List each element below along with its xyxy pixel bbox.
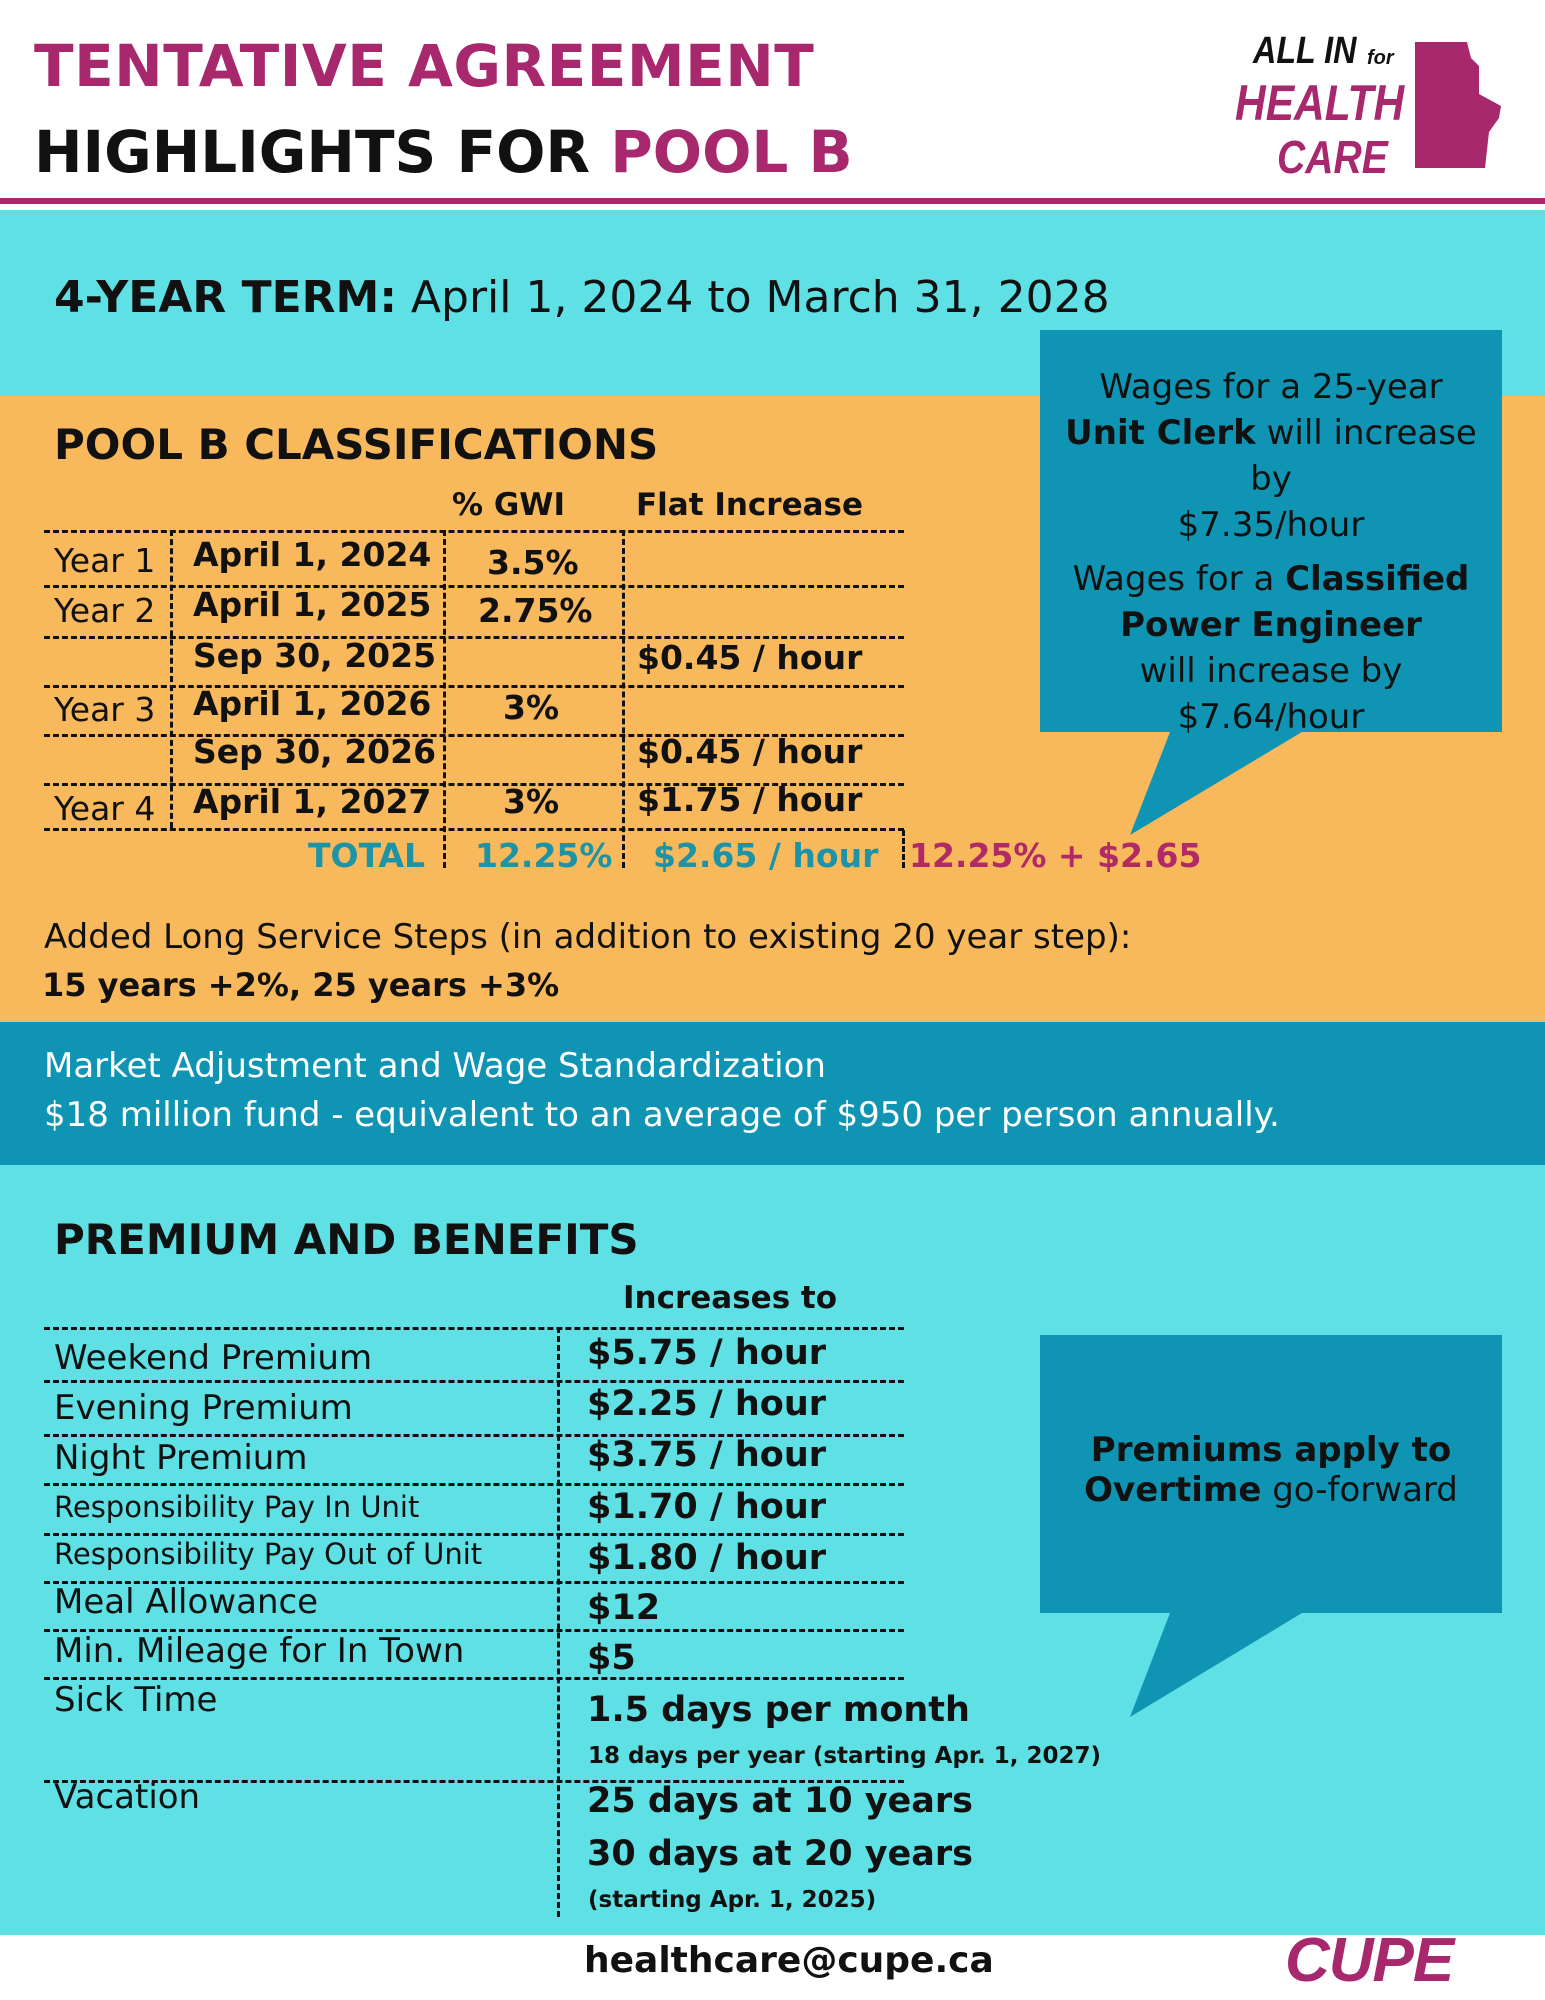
premium-callout-line bbox=[1040, 1430, 1502, 1470]
wage-callout-line: will increase by bbox=[1139, 651, 1403, 691]
year-label: Year 1 bbox=[54, 541, 156, 580]
premium-label: Responsibility Pay In Unit bbox=[54, 1490, 420, 1524]
gwi-value: 3% bbox=[503, 688, 560, 727]
wage-callout-line bbox=[1040, 556, 1502, 602]
header-divider bbox=[0, 198, 1545, 204]
total-flat: $2.65 / hour bbox=[653, 836, 879, 875]
wage-callout-bold: Classified bbox=[1285, 559, 1470, 599]
classifications-heading: POOL B CLASSIFICATIONS bbox=[54, 420, 659, 469]
wage-table-rule bbox=[44, 530, 904, 533]
premium-label: Night Premium bbox=[54, 1438, 308, 1478]
gwi-value: 3% bbox=[503, 782, 560, 821]
premium-callout-bold: Premiums apply to bbox=[1090, 1430, 1452, 1470]
premium-value: 25 days at 10 years bbox=[587, 1781, 974, 1821]
all-in-for-health-care-logo bbox=[1235, 32, 1510, 182]
flat-value: $0.45 / hour bbox=[637, 638, 863, 677]
wage-callout-line bbox=[1040, 602, 1502, 648]
term-label: 4-YEAR TERM: bbox=[54, 272, 397, 323]
logo-health: HEALTH bbox=[1235, 75, 1405, 131]
year-label: Year 3 bbox=[54, 690, 156, 729]
increases-to-header: Increases to bbox=[623, 1280, 838, 1316]
premium-callout-text-part: go-forward bbox=[1261, 1470, 1458, 1510]
premium-value: 30 days at 20 years bbox=[587, 1834, 974, 1874]
wage-callout-line: Wages for a 25-year bbox=[1099, 367, 1443, 407]
premium-label: Meal Allowance bbox=[54, 1582, 319, 1622]
manitoba-map-icon bbox=[1405, 36, 1505, 176]
wage-table-rule bbox=[44, 828, 904, 831]
premium-label: Vacation bbox=[54, 1777, 201, 1817]
premium-table-divider bbox=[557, 1327, 560, 1917]
wage-callout-line bbox=[1040, 410, 1502, 502]
increase-date: April 1, 2025 bbox=[193, 585, 432, 624]
wage-callout-line: $7.64/hour bbox=[1177, 697, 1365, 737]
contact-email[interactable]: healthcare@cupe.ca bbox=[584, 1940, 994, 1981]
premium-value: $1.70 / hour bbox=[587, 1487, 827, 1527]
long-service-value: 15 years +2%, 25 years +3% bbox=[42, 966, 560, 1004]
premium-value: $1.80 / hour bbox=[587, 1538, 827, 1578]
increase-date: Sep 30, 2026 bbox=[193, 732, 437, 771]
wage-callout-line: $7.35/hour bbox=[1177, 505, 1365, 545]
gwi-column-header: % GWI bbox=[452, 487, 566, 523]
wage-table-divider bbox=[622, 530, 625, 868]
premium-value: 1.5 days per month bbox=[587, 1690, 970, 1730]
logo-all-in: ALL IN bbox=[1253, 30, 1357, 72]
premium-label: Sick Time bbox=[54, 1680, 218, 1720]
premium-note: 18 days per year (starting Apr. 1, 2027) bbox=[588, 1743, 1101, 1769]
market-title: Market Adjustment and Wage Standardization bbox=[44, 1046, 826, 1086]
premium-value: $3.75 / hour bbox=[587, 1435, 827, 1475]
market-description: $18 million fund - equivalent to an average of $950 per person annually. bbox=[44, 1095, 1280, 1135]
long-service-label: Added Long Service Steps (in addition to existing 20 year step): bbox=[44, 917, 1132, 957]
wage-callout-text-part: will increase by bbox=[1250, 413, 1477, 499]
year-label: Year 4 bbox=[54, 789, 156, 828]
premium-value: $12 bbox=[587, 1588, 661, 1628]
wage-callout-bold: Power Engineer bbox=[1120, 605, 1422, 645]
premium-callout-bubble bbox=[1040, 1335, 1502, 1720]
wage-table-rule bbox=[44, 585, 904, 588]
total-gwi: 12.25% bbox=[475, 836, 613, 875]
premium-value: $5 bbox=[587, 1638, 636, 1678]
premium-callout-line bbox=[1040, 1470, 1502, 1510]
wage-table-rule bbox=[44, 685, 904, 688]
logo-for: for bbox=[1367, 47, 1394, 69]
increase-date: April 1, 2026 bbox=[193, 684, 432, 723]
market-band bbox=[0, 1022, 1545, 1165]
gwi-value: 3.5% bbox=[487, 543, 579, 582]
year-label: Year 2 bbox=[54, 591, 156, 630]
wage-callout-bold: Unit Clerk bbox=[1065, 413, 1256, 453]
wage-table-divider bbox=[902, 830, 905, 868]
premium-callout-bold: Overtime bbox=[1084, 1470, 1262, 1510]
flat-value: $1.75 / hour bbox=[637, 780, 863, 819]
premium-label: Min. Mileage for In Town bbox=[54, 1631, 465, 1671]
total-combined: 12.25% + $2.65 bbox=[909, 836, 1202, 875]
gwi-value: 2.75% bbox=[478, 591, 593, 630]
premium-note: (starting Apr. 1, 2025) bbox=[588, 1887, 877, 1913]
flat-increase-column-header: Flat Increase bbox=[636, 487, 864, 523]
increase-date: April 1, 2027 bbox=[193, 782, 432, 821]
logo-care: CARE bbox=[1277, 131, 1388, 183]
premium-heading: PREMIUM AND BENEFITS bbox=[54, 1215, 639, 1264]
title-line-2-prefix: HIGHLIGHTS FOR bbox=[34, 118, 611, 186]
term-line bbox=[54, 272, 1110, 323]
wage-table-divider bbox=[170, 530, 173, 828]
wage-table-divider bbox=[443, 530, 446, 868]
premium-table-rule bbox=[44, 1533, 904, 1536]
premium-table-rule bbox=[44, 1380, 904, 1383]
title-line-1: TENTATIVE AGREEMENT bbox=[34, 32, 815, 100]
flat-value: $0.45 / hour bbox=[637, 732, 863, 771]
wage-callout-text-part: Wages for a bbox=[1072, 559, 1286, 599]
premium-label: Evening Premium bbox=[54, 1388, 353, 1428]
title-line-2-accent: POOL B bbox=[610, 118, 853, 186]
premium-value: $2.25 / hour bbox=[587, 1384, 827, 1424]
premium-callout-text bbox=[1040, 1430, 1502, 1510]
premium-table-rule bbox=[44, 1483, 904, 1486]
title-line-2 bbox=[34, 118, 853, 186]
cupe-logo: CUPE bbox=[1285, 1926, 1454, 1995]
premium-label: Weekend Premium bbox=[54, 1338, 373, 1378]
term-value: April 1, 2024 to March 31, 2028 bbox=[396, 272, 1110, 323]
premium-table-rule bbox=[44, 1327, 904, 1330]
premium-label: Responsibility Pay Out of Unit bbox=[54, 1537, 483, 1571]
premium-value: $5.75 / hour bbox=[587, 1333, 827, 1373]
increase-date: April 1, 2024 bbox=[193, 535, 432, 574]
wage-callout-text bbox=[1040, 364, 1502, 740]
increase-date: Sep 30, 2025 bbox=[193, 636, 437, 675]
total-label: TOTAL bbox=[308, 836, 426, 875]
